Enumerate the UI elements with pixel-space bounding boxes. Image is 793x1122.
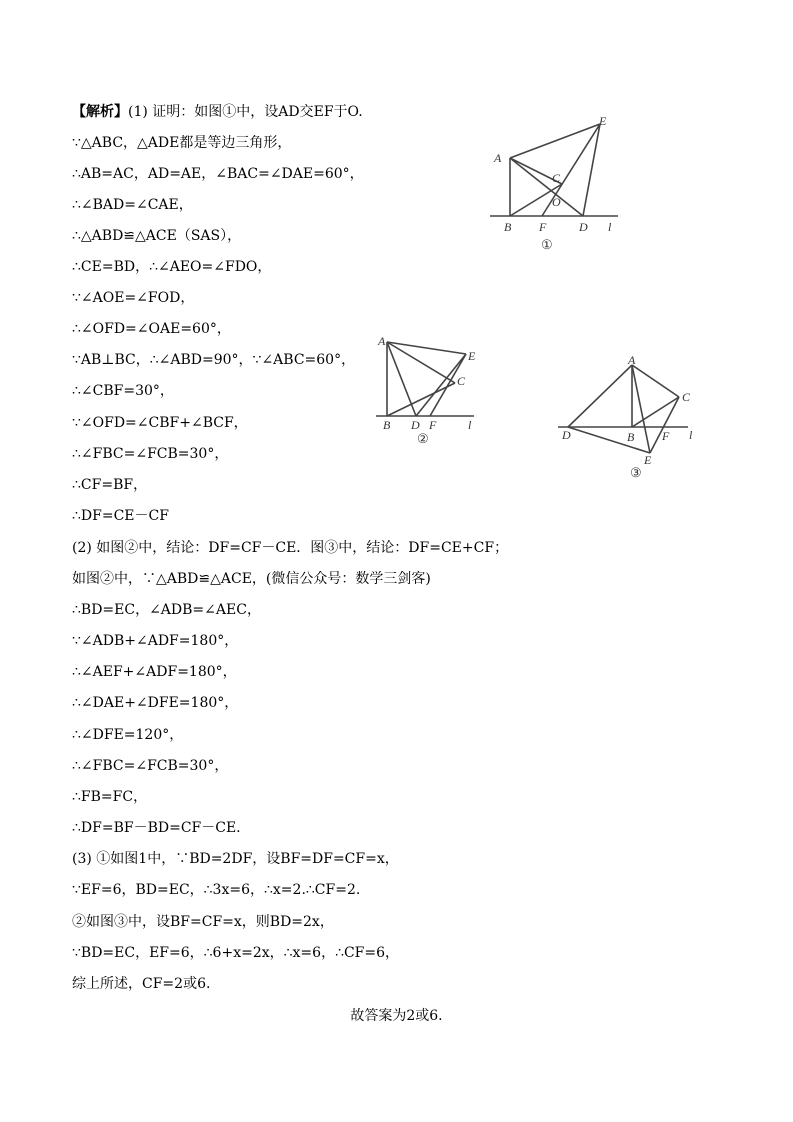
solution-line: ∴∠BAD=∠CAE，	[72, 197, 193, 213]
figure-2	[372, 328, 497, 453]
label-c: C	[552, 171, 561, 185]
label-b: B	[383, 418, 391, 432]
label-d: D	[411, 418, 420, 432]
label-a: A	[628, 355, 636, 367]
solution-line: ∵EF=6，BD=EC，∴3x=6，∴x=2.∴CF=2.	[72, 882, 361, 898]
solution-line: 如图②中，∵△ABD≌△ACE，(微信公众号：数学三剑客)	[72, 571, 431, 587]
figure-1	[480, 108, 630, 258]
solution-line: ∴CE=BD，∴∠AEO=∠FDO，	[72, 259, 272, 275]
solution-line: 综上所述，CF=2或6.	[72, 976, 211, 992]
solution-line: ∴BD=EC，∠ADB=∠AEC，	[72, 602, 261, 618]
solution-line	[72, 102, 363, 122]
solution-line: ②如图③中，设BF=CF=x，则BD=2x，	[72, 914, 334, 930]
solution-line: ∴∠AEF+∠ADF=180°，	[72, 664, 237, 680]
segment-ae	[387, 342, 466, 354]
label-b: B	[627, 430, 635, 444]
label-l: l	[608, 220, 612, 234]
label-e: E	[599, 114, 607, 128]
solution-line: ∵∠ADB+∠ADF=180°，	[72, 633, 239, 649]
segment-ac	[387, 342, 455, 383]
segment-ac	[632, 365, 679, 397]
label-d: D	[562, 428, 571, 442]
final-answer: 故答案为2或6.	[350, 1008, 443, 1024]
solution-line: ∴DF=BF－BD=CF－CE.	[72, 820, 241, 836]
segment-ad	[510, 158, 583, 216]
figure-caption: ①	[541, 237, 553, 252]
solution-line: ∵△ABC，△ADE都是等边三角形，	[72, 135, 292, 151]
figure-caption: ②	[417, 431, 429, 446]
analysis-tag: 【解析】	[72, 104, 128, 120]
solution-line: ∵AB⊥BC，∴∠ABD=90°，∵∠ABC=60°，	[72, 352, 356, 368]
segment-ae	[632, 365, 650, 453]
segment-ad	[568, 365, 632, 427]
label-a: A	[378, 334, 386, 348]
solution-line: ∴∠DFE=120°，	[72, 727, 184, 743]
solution-line: ∵∠AOE=∠FOD，	[72, 290, 195, 306]
label-a: A	[494, 151, 502, 165]
solution-line: ∴∠FBC=∠FCB=30°，	[72, 758, 229, 774]
label-c: C	[682, 390, 691, 404]
figure-3	[556, 355, 706, 485]
solution-line: (3) ①如图1中，∵BD=2DF，设BF=DF=CF=x，	[72, 851, 399, 867]
line-text: (1) 证明：如图①中，设AD交EF于O.	[128, 104, 363, 120]
label-f: F	[662, 429, 670, 443]
label-f: F	[429, 418, 437, 432]
solution-line: (2) 如图②中，结论：DF=CF－CE．图③中，结论：DF=CE+CF；	[72, 540, 509, 556]
label-d: D	[579, 220, 588, 234]
label-e: E	[644, 453, 652, 467]
label-c: C	[457, 374, 466, 388]
solution-line: ∴∠OFD=∠OAE=60°，	[72, 321, 231, 337]
label-f: F	[539, 220, 547, 234]
figure-caption: ③	[630, 465, 642, 480]
segment-ae	[510, 124, 600, 158]
label-o: O	[552, 195, 561, 209]
solution-line: ∵∠OFD=∠CBF+∠BCF，	[72, 415, 248, 431]
solution-line: ∴∠CBF=30°，	[72, 383, 174, 399]
solution-line: ∴∠FBC=∠FCB=30°，	[72, 446, 229, 462]
solution-line: ∴DF=CE－CF	[72, 508, 169, 524]
solution-line: ∴FB=FC，	[72, 789, 148, 805]
solution-line: ∴CF=BF，	[72, 477, 148, 493]
solution-line: ∵BD=EC，EF=6，∴6+x=2x，∴x=6，∴CF=6，	[72, 945, 400, 961]
label-e: E	[468, 349, 476, 363]
segment-de	[568, 427, 650, 453]
label-b: B	[504, 220, 512, 234]
solution-line: ∴∠DAE+∠DFE=180°，	[72, 695, 239, 711]
solution-line: ∴AB=AC，AD=AE，∠BAC=∠DAE=60°，	[72, 166, 364, 182]
solution-line: ∴△ABD≌△ACE（SAS），	[72, 228, 242, 244]
label-l: l	[468, 418, 472, 432]
label-l: l	[689, 428, 693, 442]
